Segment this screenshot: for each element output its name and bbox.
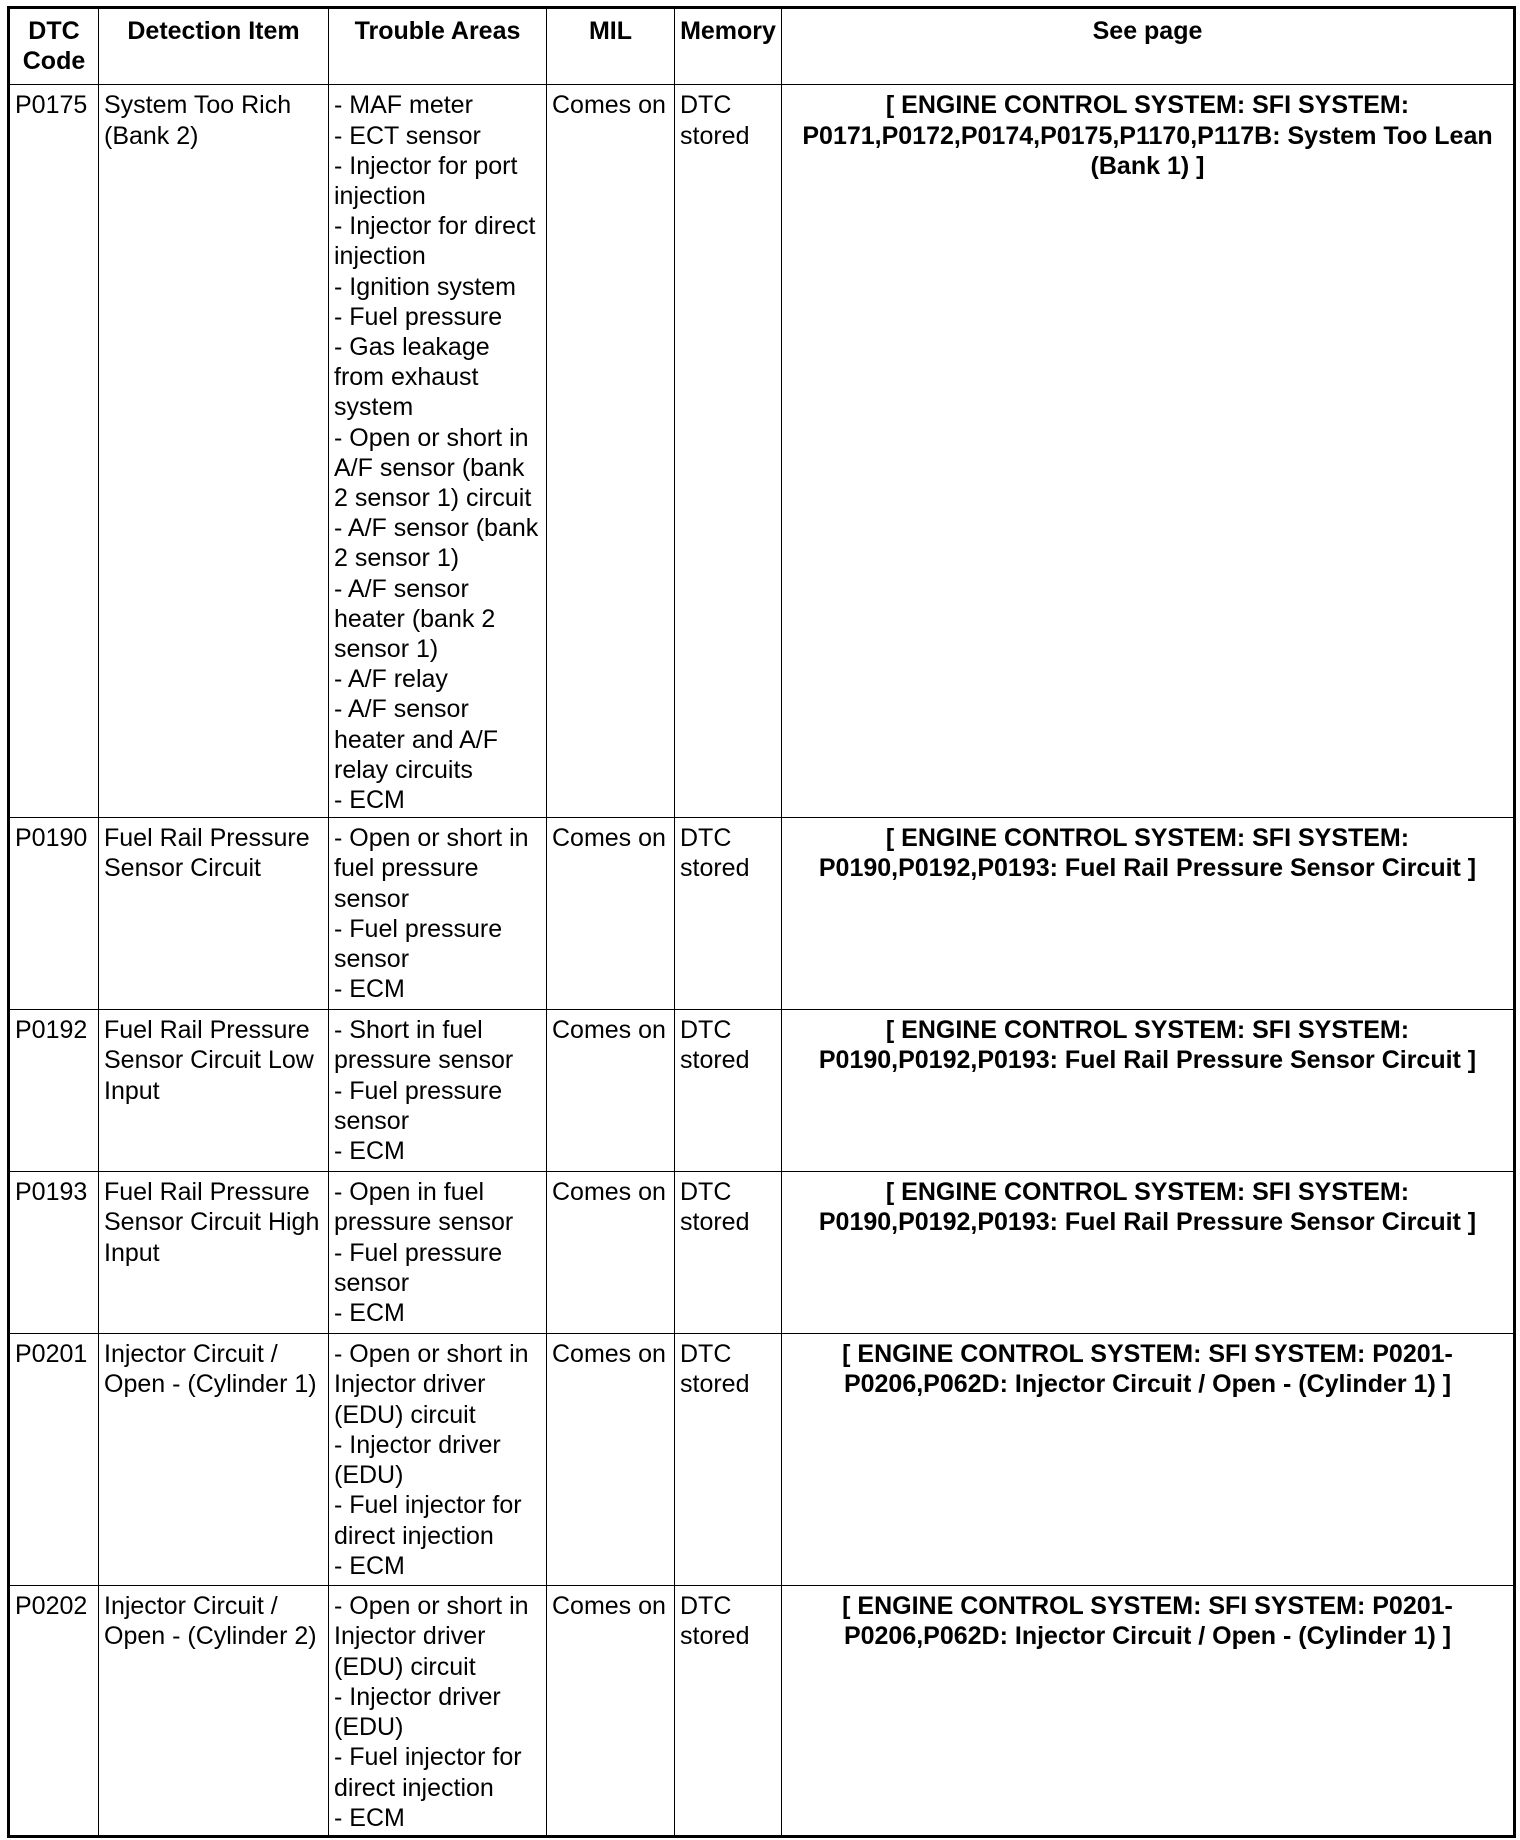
trouble-area-item: - Fuel pressure sensor	[334, 1238, 503, 1297]
see-page-link[interactable]: [ ENGINE CONTROL SYSTEM: SFI SYSTEM: P0201-P0206,P062D: Injector Circuit / Open - (Cylinder 1) ]	[782, 1334, 1515, 1586]
detection-item-cell: Fuel Rail Pressure Sensor Circuit High Input	[99, 1172, 329, 1334]
header-dtc-code: DTC Code	[9, 8, 99, 85]
see-page-link[interactable]: [ ENGINE CONTROL SYSTEM: SFI SYSTEM: P0190,P0192,P0193: Fuel Rail Pressure Sensor Circuit ]	[782, 1172, 1515, 1334]
table-row	[9, 1586, 1515, 1837]
trouble-areas-cell	[329, 85, 547, 818]
trouble-area-item: - ECT sensor	[334, 121, 481, 150]
header-mil: MIL	[547, 8, 675, 85]
memory-cell: DTC stored	[675, 1010, 782, 1172]
table-row	[9, 85, 1515, 818]
trouble-areas-cell	[329, 1010, 547, 1172]
trouble-area-item: - MAF meter	[334, 91, 473, 120]
header-trouble-areas: Trouble Areas	[329, 8, 547, 85]
dtc-code-cell: P0190	[9, 818, 99, 1010]
mil-cell: Comes on	[547, 85, 675, 818]
trouble-area-item: - A/F sensor (bank 2 sensor 1)	[334, 514, 539, 573]
see-page-link[interactable]: [ ENGINE CONTROL SYSTEM: SFI SYSTEM: P0190,P0192,P0193: Fuel Rail Pressure Sensor Circuit ]	[782, 818, 1515, 1010]
table-row	[9, 818, 1515, 1010]
trouble-areas-cell	[329, 1586, 547, 1837]
detection-item-cell: System Too Rich (Bank 2)	[99, 85, 329, 818]
trouble-area-item: - ECM	[334, 1299, 405, 1328]
trouble-area-item: - Fuel pressure sensor	[334, 1076, 503, 1135]
trouble-area-item: - A/F sensor heater and A/F relay circuits	[334, 695, 499, 784]
table-row	[9, 1172, 1515, 1334]
dtc-code-cell: P0175	[9, 85, 99, 818]
trouble-area-item: - Fuel injector for direct injection	[334, 1743, 522, 1802]
trouble-area-item: - Ignition system	[334, 272, 517, 301]
see-page-link[interactable]: [ ENGINE CONTROL SYSTEM: SFI SYSTEM: P0171,P0172,P0174,P0175,P1170,P117B: System Too Lean (Bank 1) ]	[782, 85, 1515, 818]
table-row	[9, 1010, 1515, 1172]
trouble-area-item: - Short in fuel pressure sensor	[334, 1016, 514, 1075]
trouble-area-item: - ECM	[334, 1803, 405, 1832]
dtc-code-cell: P0192	[9, 1010, 99, 1172]
trouble-area-item: - A/F relay	[334, 665, 448, 694]
memory-cell: DTC stored	[675, 1172, 782, 1334]
trouble-area-item: - Injector for port injection	[334, 151, 518, 211]
dtc-code-cell: P0201	[9, 1334, 99, 1586]
see-page-link[interactable]: [ ENGINE CONTROL SYSTEM: SFI SYSTEM: P0201-P0206,P062D: Injector Circuit / Open - (Cylinder 1) ]	[782, 1586, 1515, 1837]
memory-cell: DTC stored	[675, 1586, 782, 1837]
trouble-area-item: - Fuel injector for direct injection	[334, 1491, 522, 1550]
mil-cell: Comes on	[547, 1010, 675, 1172]
trouble-area-item: - Injector for direct injection	[334, 212, 536, 271]
trouble-area-item: - Injector driver (EDU)	[334, 1430, 501, 1490]
memory-cell: DTC stored	[675, 85, 782, 818]
detection-item-cell: Injector Circuit / Open - (Cylinder 1)	[99, 1334, 329, 1586]
trouble-area-item: - ECM	[334, 786, 405, 815]
trouble-areas-cell	[329, 818, 547, 1010]
trouble-area-item: - Fuel pressure sensor	[334, 914, 503, 974]
table-row	[9, 1334, 1515, 1586]
dtc-code-cell: P0193	[9, 1172, 99, 1334]
trouble-area-item: - Open or short in Injector driver (EDU) circuit	[334, 1592, 529, 1681]
dtc-code-cell: P0202	[9, 1586, 99, 1837]
detection-item-cell: Fuel Rail Pressure Sensor Circuit Low Input	[99, 1010, 329, 1172]
mil-cell: Comes on	[547, 818, 675, 1010]
header-see-page: See page	[782, 8, 1515, 85]
trouble-area-item: - Open or short in A/F sensor (bank 2 sensor 1) circuit	[334, 423, 532, 513]
trouble-area-item: - ECM	[334, 1551, 405, 1580]
mil-cell: Comes on	[547, 1586, 675, 1837]
trouble-area-item: - Injector driver (EDU)	[334, 1682, 501, 1742]
trouble-area-item: - Gas leakage from exhaust system	[334, 333, 490, 422]
header-detection-item: Detection Item	[99, 8, 329, 85]
mil-cell: Comes on	[547, 1172, 675, 1334]
header-memory: Memory	[675, 8, 782, 85]
see-page-link[interactable]: [ ENGINE CONTROL SYSTEM: SFI SYSTEM: P0190,P0192,P0193: Fuel Rail Pressure Sensor Circuit ]	[782, 1010, 1515, 1172]
header-row	[9, 8, 1515, 85]
trouble-areas-cell	[329, 1334, 547, 1586]
dtc-table	[7, 6, 1516, 1838]
trouble-area-item: - A/F sensor heater (bank 2 sensor 1)	[334, 574, 496, 664]
trouble-area-item: - Open in fuel pressure sensor	[334, 1178, 514, 1237]
detection-item-cell: Fuel Rail Pressure Sensor Circuit	[99, 818, 329, 1010]
mil-cell: Comes on	[547, 1334, 675, 1586]
trouble-area-item: - Open or short in Injector driver (EDU) circuit	[334, 1340, 529, 1429]
trouble-area-item: - Open or short in fuel pressure sensor	[334, 824, 529, 913]
trouble-area-item: - ECM	[334, 1137, 405, 1166]
memory-cell: DTC stored	[675, 1334, 782, 1586]
trouble-areas-cell	[329, 1172, 547, 1334]
trouble-area-item: - Fuel pressure	[334, 302, 503, 331]
memory-cell: DTC stored	[675, 818, 782, 1010]
detection-item-cell: Injector Circuit / Open - (Cylinder 2)	[99, 1586, 329, 1837]
trouble-area-item: - ECM	[334, 975, 405, 1004]
